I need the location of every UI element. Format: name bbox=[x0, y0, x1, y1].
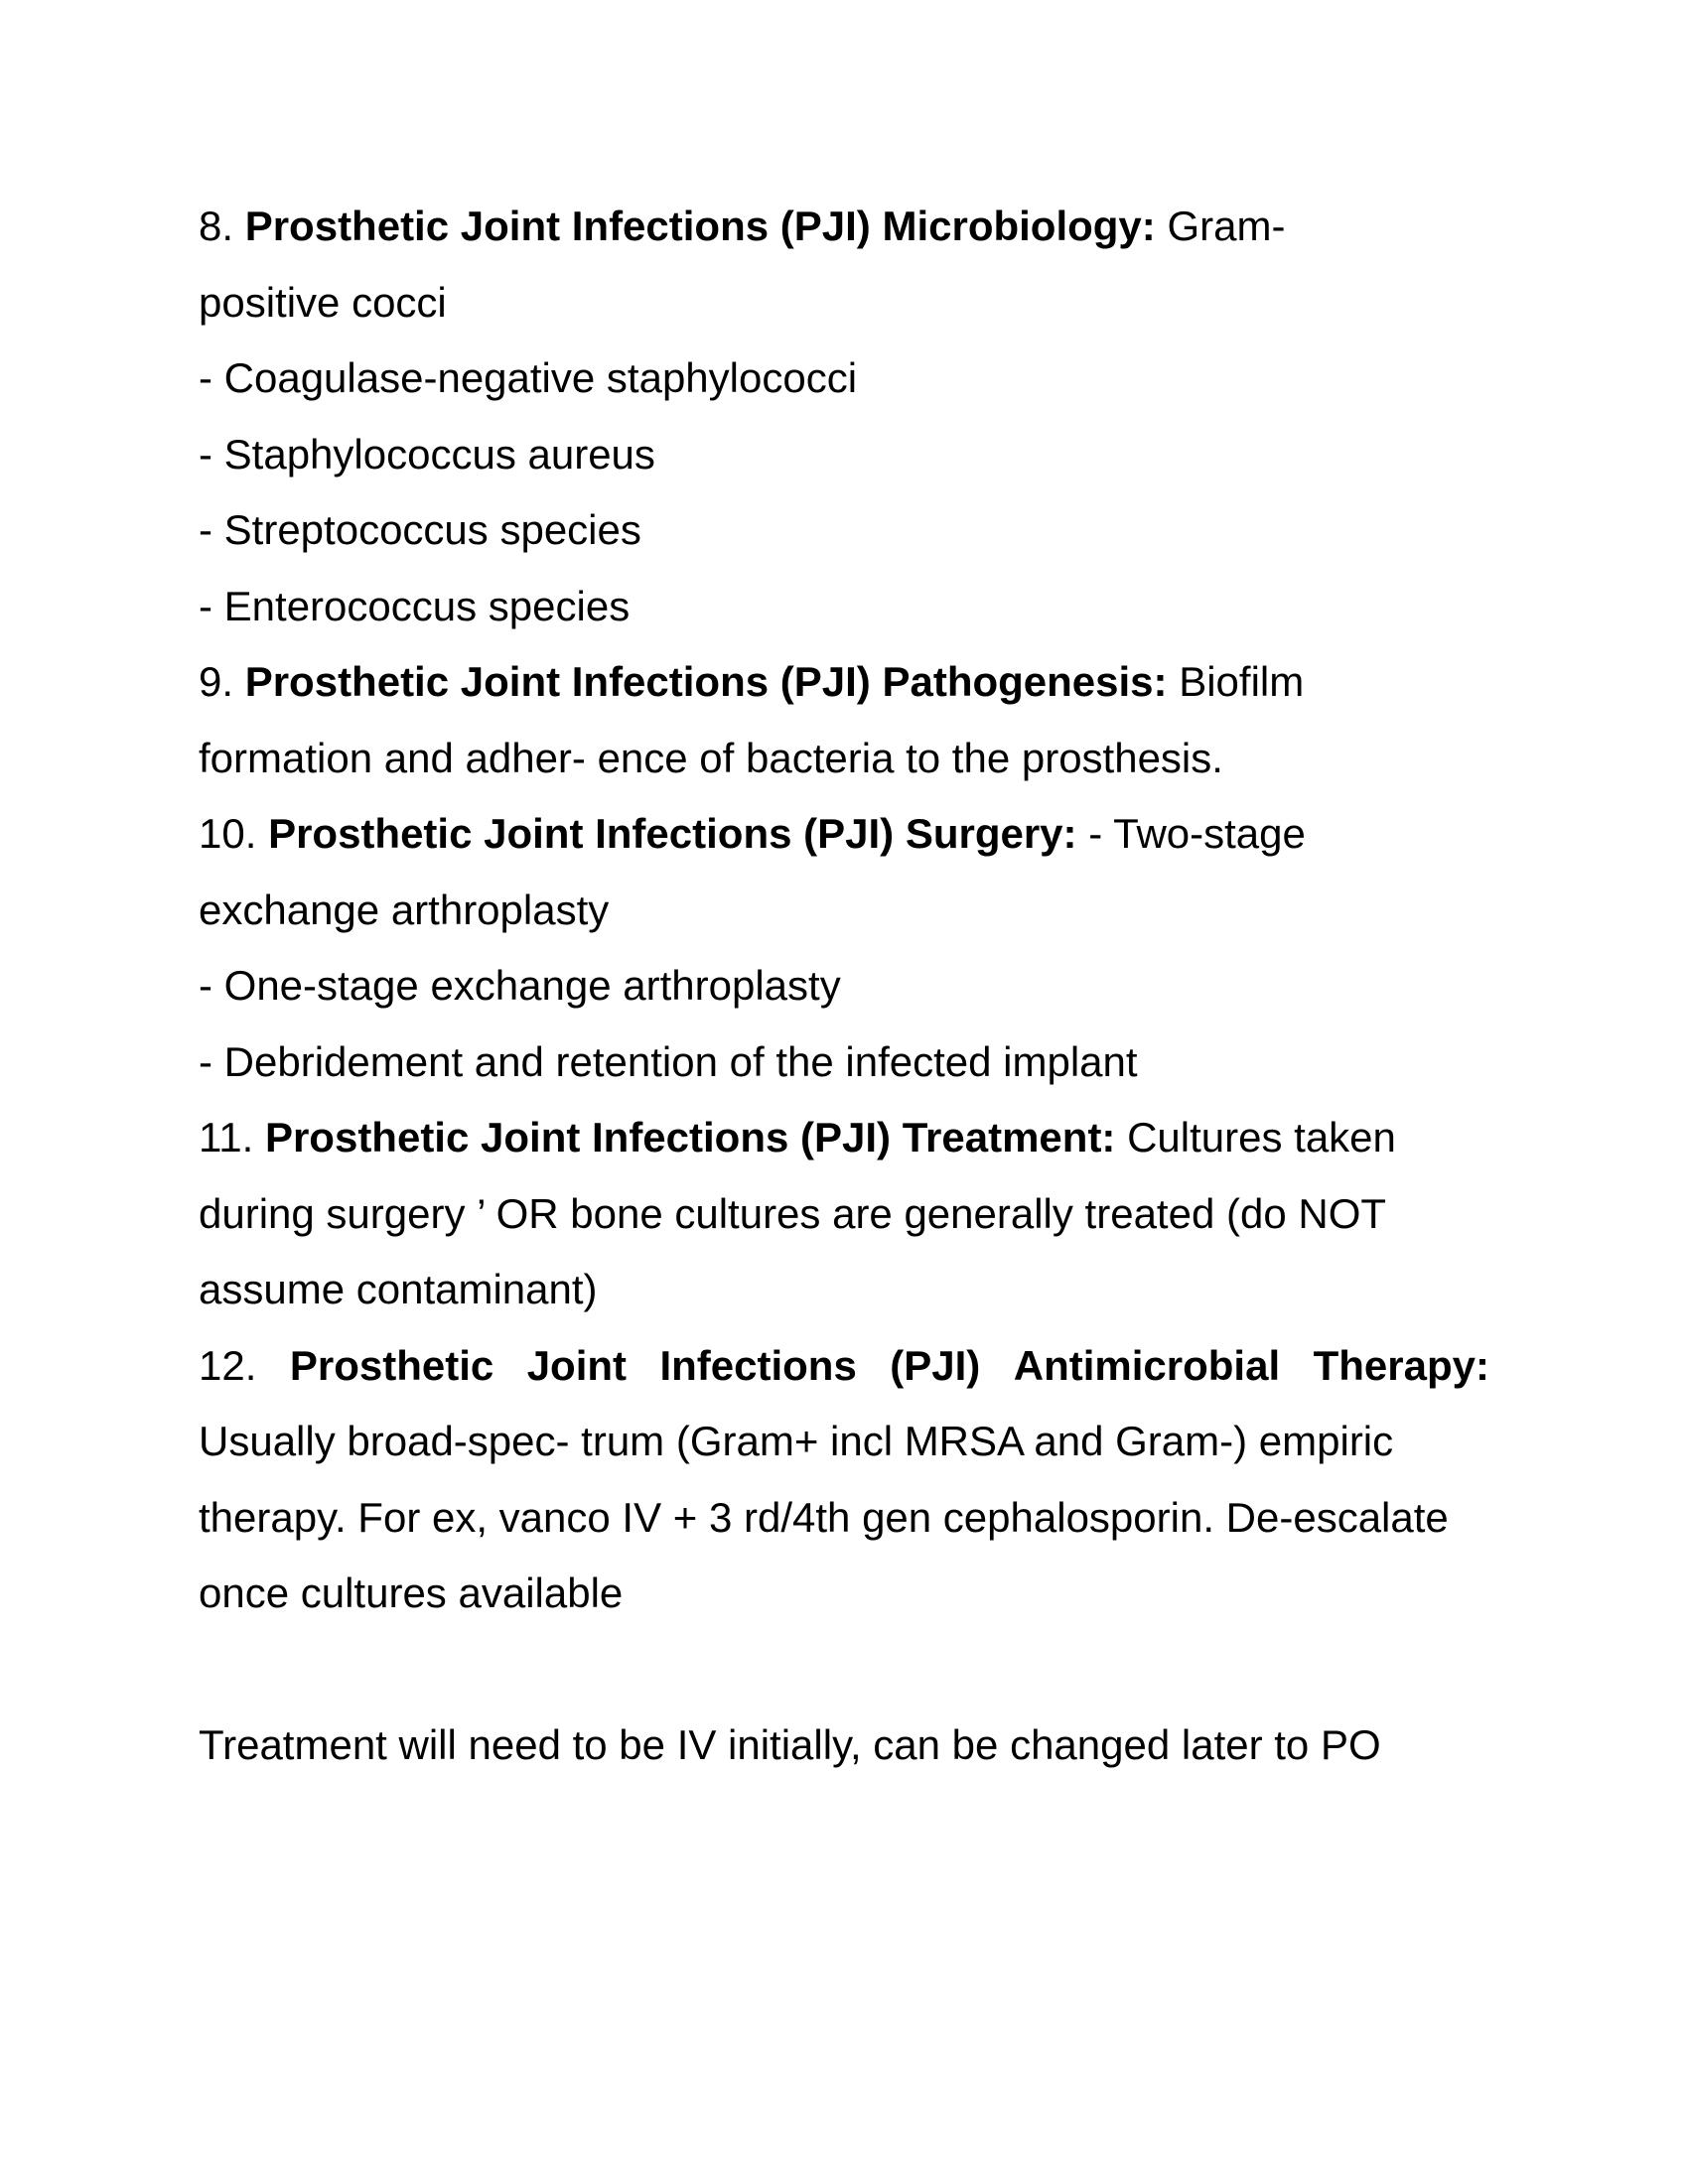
item-heading-word: (PJI) bbox=[890, 1341, 981, 1389]
item-text-line: - Staphylococcus aureus bbox=[199, 430, 655, 478]
item-heading-word: Infections bbox=[659, 1341, 857, 1389]
item-11 bbox=[199, 1100, 1489, 1328]
item-number: 12. bbox=[199, 1341, 257, 1389]
item-9 bbox=[199, 644, 1489, 796]
item-heading-line bbox=[199, 796, 1489, 873]
item-number: 8. bbox=[199, 203, 234, 249]
item-number: 10. bbox=[199, 810, 257, 857]
item-lead: Gram- bbox=[1167, 203, 1286, 249]
item-text-line: - Streptococcus species bbox=[199, 506, 641, 553]
item-lead: - Two-stage bbox=[1088, 810, 1306, 857]
item-heading-word: Therapy: bbox=[1313, 1341, 1489, 1389]
item-heading-word: Antimicrobial bbox=[1013, 1341, 1281, 1389]
item-text-line: - Enterococcus species bbox=[199, 582, 631, 629]
document-page bbox=[199, 189, 1489, 1784]
item-lead: Cultures taken bbox=[1127, 1114, 1396, 1160]
item-heading-line bbox=[199, 189, 1489, 265]
item-text-line: therapy. For ex, vanco IV + 3 rd/4th gen cephalosporin. De-escalate bbox=[199, 1493, 1449, 1541]
item-heading: Prosthetic Joint Infections (PJI) Microbiology: bbox=[244, 203, 1156, 249]
item-text-line: formation and adher- ence of bacteria to the prosthesis. bbox=[199, 734, 1223, 781]
item-8 bbox=[199, 189, 1489, 644]
item-heading-word: Joint bbox=[526, 1341, 628, 1389]
item-12 bbox=[199, 1328, 1489, 1632]
item-number: 9. bbox=[199, 658, 234, 705]
item-text-line: assume contaminant) bbox=[199, 1266, 598, 1312]
blank-line bbox=[199, 1632, 1489, 1708]
item-heading: Prosthetic Joint Infections (PJI) Surgery: bbox=[268, 810, 1077, 857]
item-text-line: during surgery ’ OR bone cultures are generally treated (do NOT bbox=[199, 1189, 1387, 1237]
item-heading-word: Prosthetic bbox=[289, 1341, 494, 1389]
item-10 bbox=[199, 796, 1489, 1100]
item-text-line: Usually broad-spec- trum (Gram+ incl MRSA and Gram-) empiric bbox=[199, 1418, 1394, 1464]
item-text-line: exchange arthroplasty bbox=[199, 886, 610, 933]
item-heading-line bbox=[199, 1100, 1489, 1176]
item-text-line: - Coagulase-negative staphylococci bbox=[199, 354, 858, 401]
item-heading-line bbox=[199, 1328, 1489, 1405]
item-text-line: once cultures available bbox=[199, 1570, 624, 1616]
item-text-line: - One-stage exchange arthroplasty bbox=[199, 962, 841, 1009]
item-heading-line bbox=[199, 644, 1489, 721]
item-heading: Prosthetic Joint Infections (PJI) Treatment: bbox=[264, 1114, 1116, 1160]
item-number: 11. bbox=[199, 1114, 254, 1160]
item-text-line: - Debridement and retention of the infected implant bbox=[199, 1037, 1138, 1085]
closing-note: Treatment will need to be IV initially, can be changed later to PO bbox=[199, 1721, 1381, 1768]
item-text-line: positive cocci bbox=[199, 278, 447, 326]
item-heading: Prosthetic Joint Infections (PJI) Pathogenesis: bbox=[244, 658, 1168, 705]
item-lead: Biofilm bbox=[1179, 658, 1305, 705]
